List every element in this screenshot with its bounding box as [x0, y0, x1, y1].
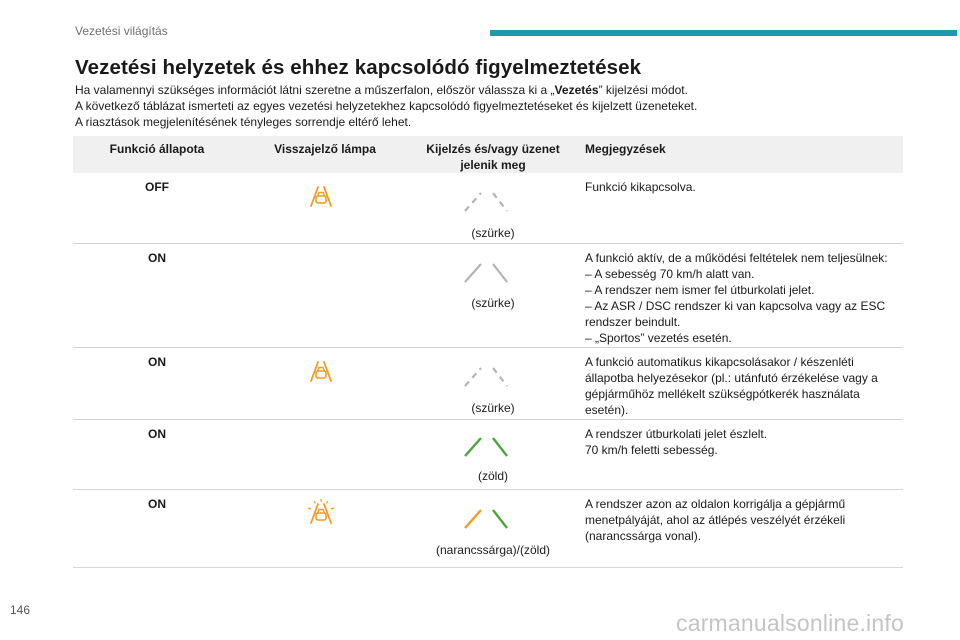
intro-line-3: A riasztások megjelenítésének tényleges sorrendje eltérő lehet.: [75, 115, 412, 129]
table-row: [73, 173, 903, 244]
header-notes: Megjegyzések: [585, 142, 666, 156]
lamp-cell: [241, 348, 409, 419]
intro-line-1-bold: Vezetés: [554, 83, 599, 97]
table-header-row: [73, 136, 903, 173]
note-line: Funkció kikapcsolva.: [585, 180, 696, 194]
accent-bar: [490, 30, 957, 36]
note-line: A rendszer útburkolati jelet észlelt.: [585, 427, 768, 441]
notes-cell: [577, 420, 903, 489]
intro-line-1: [75, 82, 905, 98]
lane-lines-grey-dashed-icon: [451, 362, 521, 388]
note-line: – „Sportos” vezetés esetén.: [585, 331, 732, 345]
lane-lines-grey-dashed-icon: [451, 187, 521, 213]
intro-text: [75, 82, 905, 130]
page-title: Vezetési helyzetek és ehhez kapcsolódó figyelmeztetések: [75, 56, 642, 79]
lane-lines-orange-green-icon: [451, 504, 521, 530]
note-line: – A rendszer nem ismer fel útburkolati jelet.: [585, 283, 815, 297]
display-caption: (narancssárga)/(zöld): [435, 543, 551, 557]
watermark: carmanualsonline.info: [676, 610, 904, 636]
note-line: – A sebesség 70 km/h alatt van.: [585, 267, 755, 281]
state-cell: ON: [148, 497, 166, 511]
notes-cell: [577, 348, 903, 419]
lane-lines-green-icon: [451, 432, 521, 458]
table-row: [73, 490, 903, 568]
lane-warning-orange-icon: [306, 356, 336, 386]
state-cell: OFF: [145, 180, 169, 194]
note-line: – Az ASR / DSC rendszer ki van kapcsolva vagy az ESC rendszer beindult.: [585, 299, 886, 329]
display-caption: (szürke): [471, 401, 515, 415]
display-cell: [409, 244, 577, 347]
header-lamp: Visszajelző lámpa: [274, 142, 376, 156]
intro-line-1-post: ” kijelzési módot.: [598, 83, 688, 97]
table-row: [73, 244, 903, 348]
lamp-cell: [241, 490, 409, 567]
header-display: Kijelzés és/vagy üzenet jelenik meg: [426, 142, 560, 172]
lane-warning-orange-icon: [306, 181, 336, 211]
state-cell: ON: [148, 427, 166, 441]
notes-cell: [577, 173, 903, 243]
lane-lines-grey-icon: [451, 258, 521, 284]
note-line: A funkció automatikus kikapcsolásakor / készenléti állapotba helyezésekor (pl.: utánfutó érzékelése vagy a gépjárműhöz mellékelt szükségpótkerék használata esetén).: [585, 355, 878, 417]
warnings-table: [73, 136, 903, 568]
state-cell: ON: [148, 251, 166, 265]
notes-cell: [577, 490, 903, 567]
display-caption: (zöld): [477, 469, 508, 483]
display-cell: [409, 490, 577, 567]
state-cell: ON: [148, 355, 166, 369]
table-row: [73, 348, 903, 420]
notes-cell: [577, 244, 903, 347]
lamp-cell: [241, 173, 409, 243]
display-cell: [409, 173, 577, 243]
table-row: [73, 420, 903, 490]
note-line: 70 km/h feletti sebesség.: [585, 443, 718, 457]
lamp-cell: [241, 420, 409, 489]
header-state: Funkció állapota: [109, 142, 205, 156]
intro-line-1-pre: Ha valamennyi szükséges információt látni szeretne a műszerfalon, először válassza ki a „: [75, 83, 555, 97]
note-line: A funkció aktív, de a működési feltételek nem teljesülnek:: [585, 251, 888, 265]
page-number: 146: [10, 603, 31, 617]
section-label: Vezetési világítás: [75, 24, 168, 38]
display-cell: [409, 348, 577, 419]
note-line: A rendszer azon az oldalon korrigálja a gépjármű menetpályáját, ahol az átlépés veszélyét érzékeli (narancssárga vonal).: [585, 497, 846, 543]
display-cell: [409, 420, 577, 489]
lamp-cell: [241, 244, 409, 347]
intro-line-2: A következő táblázat ismerteti az egyes vezetési helyzetekhez kapcsolódó figyelmeztetéseket és kijelzett üzeneteket.: [75, 99, 698, 113]
display-caption: (szürke): [471, 296, 515, 310]
lane-warning-active-orange-icon: [306, 498, 336, 528]
display-caption: (szürke): [471, 226, 515, 240]
